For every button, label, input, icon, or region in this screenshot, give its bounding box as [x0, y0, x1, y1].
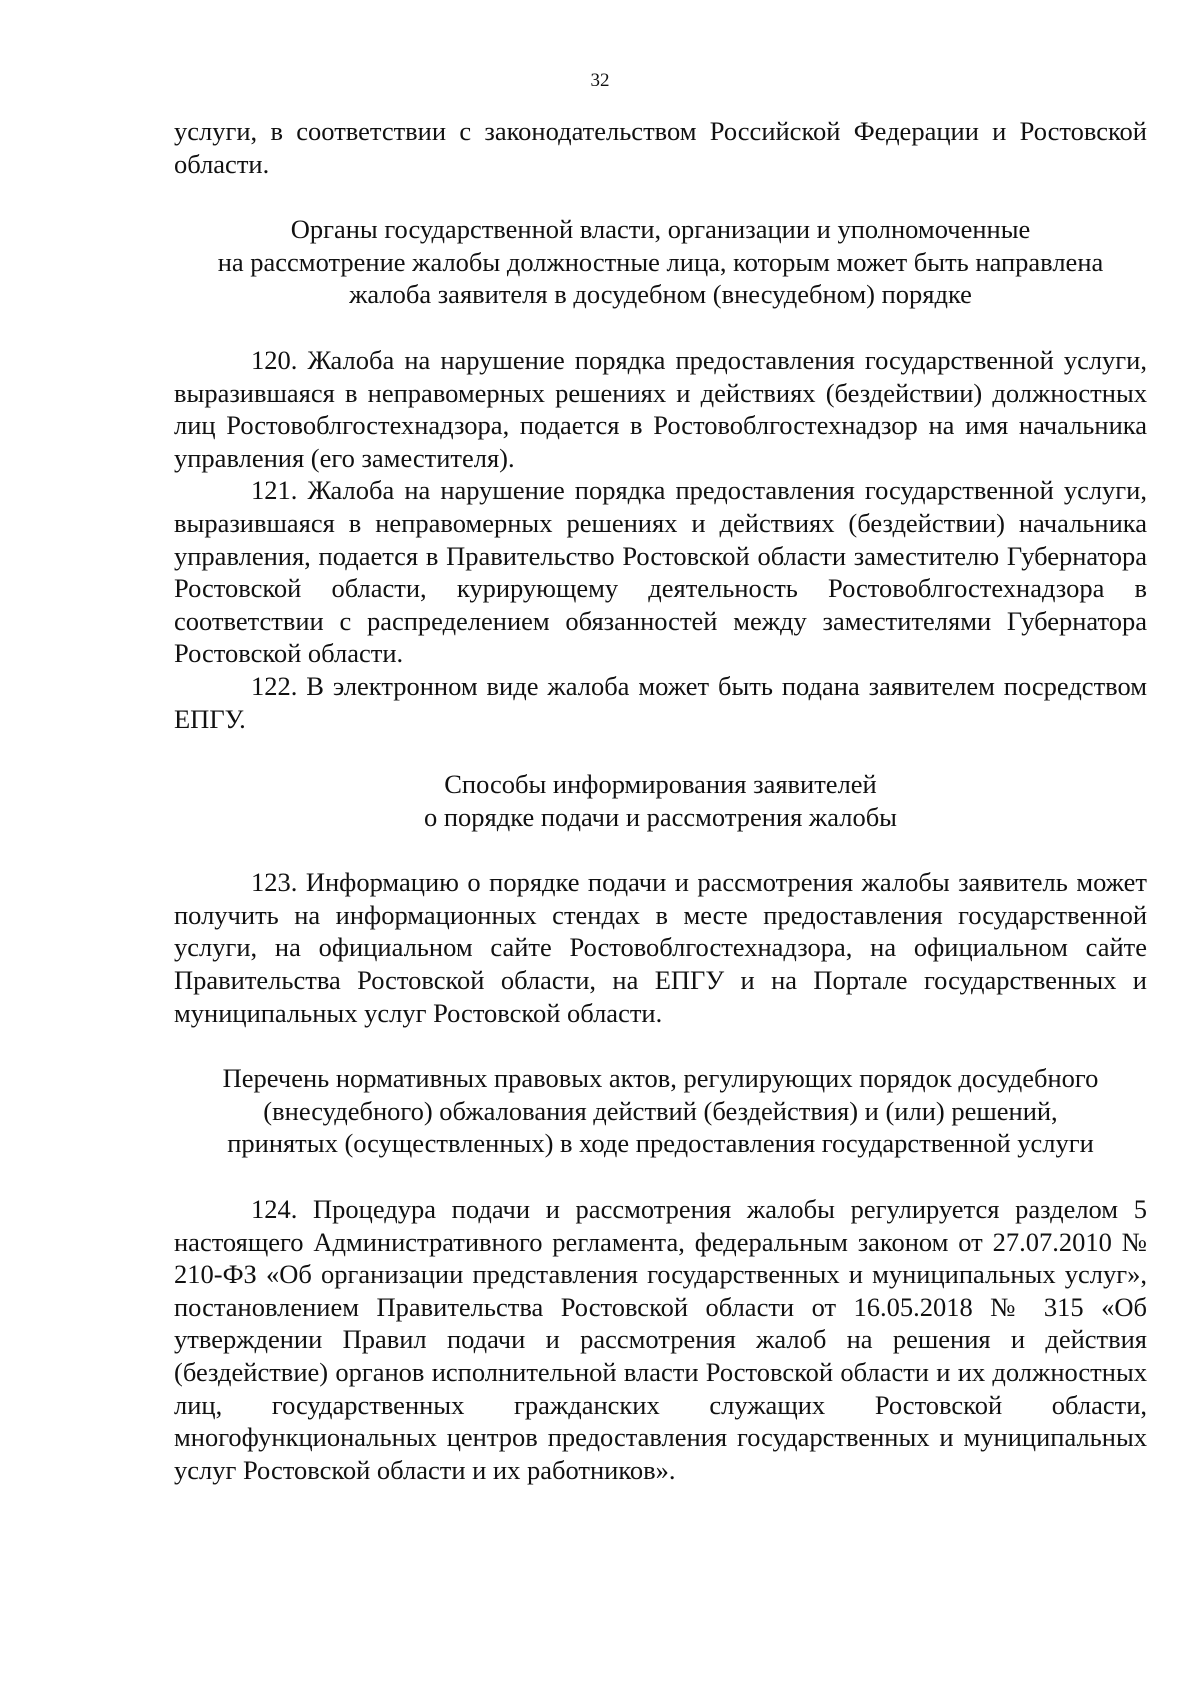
paragraph-120: 120. Жалоба на нарушение порядка предоставления государственной услуги, выразившаяся в неправомерных решениях и действиях (бездействии) должностных лиц Ростовоблгостехнадзора, подается в Ростовоблгостехнадзор на имя начальника управления (его заместителя).	[174, 344, 1147, 473]
section-heading-informing	[174, 768, 1147, 833]
heading-line: принятых (осуществленных) в ходе предоставления государственной услуги	[227, 1128, 1094, 1159]
spacer	[174, 180, 1147, 213]
heading-line: Органы государственной власти, организации и уполномоченные	[290, 214, 1031, 245]
heading-line: о порядке подачи и рассмотрения жалобы	[424, 801, 897, 832]
spacer	[174, 311, 1147, 344]
spacer	[174, 1160, 1147, 1193]
heading-line: на рассмотрение жалобы должностные лица, которым может быть направлена	[217, 246, 1104, 277]
document-body	[174, 115, 1147, 1486]
paragraph-121: 121. Жалоба на нарушение порядка предоставления государственной услуги, выразившаяся в неправомерных решениях и действиях (бездействии) начальника управления, подается в Правительство Ростовской области заместителю Губернатора Ростовской области, курирующему деятельность Ростовоблгостехнадзора в соответствии с распределением обязанностей между заместителями Губернатора Ростовской области.	[174, 475, 1147, 669]
section-heading-legal-acts	[174, 1062, 1147, 1160]
paragraph-123: 123. Информацию о порядке подачи и рассмотрения жалобы заявитель может получить на информационных стендах в месте предоставления государственной услуги, на официальном сайте Ростовоблгостехнадзора, на официальном сайте Правительства Ростовской области, на ЕПГУ и на Портале государственных и муниципальных услуг Ростовской области.	[174, 867, 1147, 1028]
section-heading-appeal-bodies	[174, 213, 1147, 311]
spacer	[174, 833, 1147, 866]
heading-line: Способы информирования заявителей	[444, 769, 877, 800]
heading-line: жалоба заявителя в досудебном (внесудебном) порядке	[349, 279, 972, 310]
paragraph-124: 124. Процедура подачи и рассмотрения жалобы регулируется разделом 5 настоящего Административного регламента, федеральным законом от 27.07.2010 № 210-ФЗ «Об организации представления государственных и муниципальных услуг», постановлением Правительства Ростовской области от 16.05.2018 № 315 «Об утверждении Правил подачи и рассмотрения жалоб на решения и действия (бездействие) органов исполнительной власти Ростовской области и их должностных лиц, государственных гражданских служащих Ростовской области, многофункциональных центров предоставления государственных и муниципальных услуг Ростовской области и их работников».	[174, 1194, 1147, 1485]
page-number: 32	[590, 70, 610, 91]
heading-line: Перечень нормативных правовых актов, регулирующих порядок досудебного	[222, 1063, 1099, 1094]
paragraph-122: 122. В электронном виде жалоба может быть подана заявителем посредством ЕПГУ.	[174, 670, 1147, 734]
paragraph-continuation: услуги, в соответствии с законодательством Российской Федерации и Ростовской области.	[174, 116, 1147, 179]
spacer	[174, 735, 1147, 768]
spacer	[174, 1029, 1147, 1062]
heading-line: (внесудебного) обжалования действий (бездействия) и (или) решений,	[263, 1095, 1058, 1126]
